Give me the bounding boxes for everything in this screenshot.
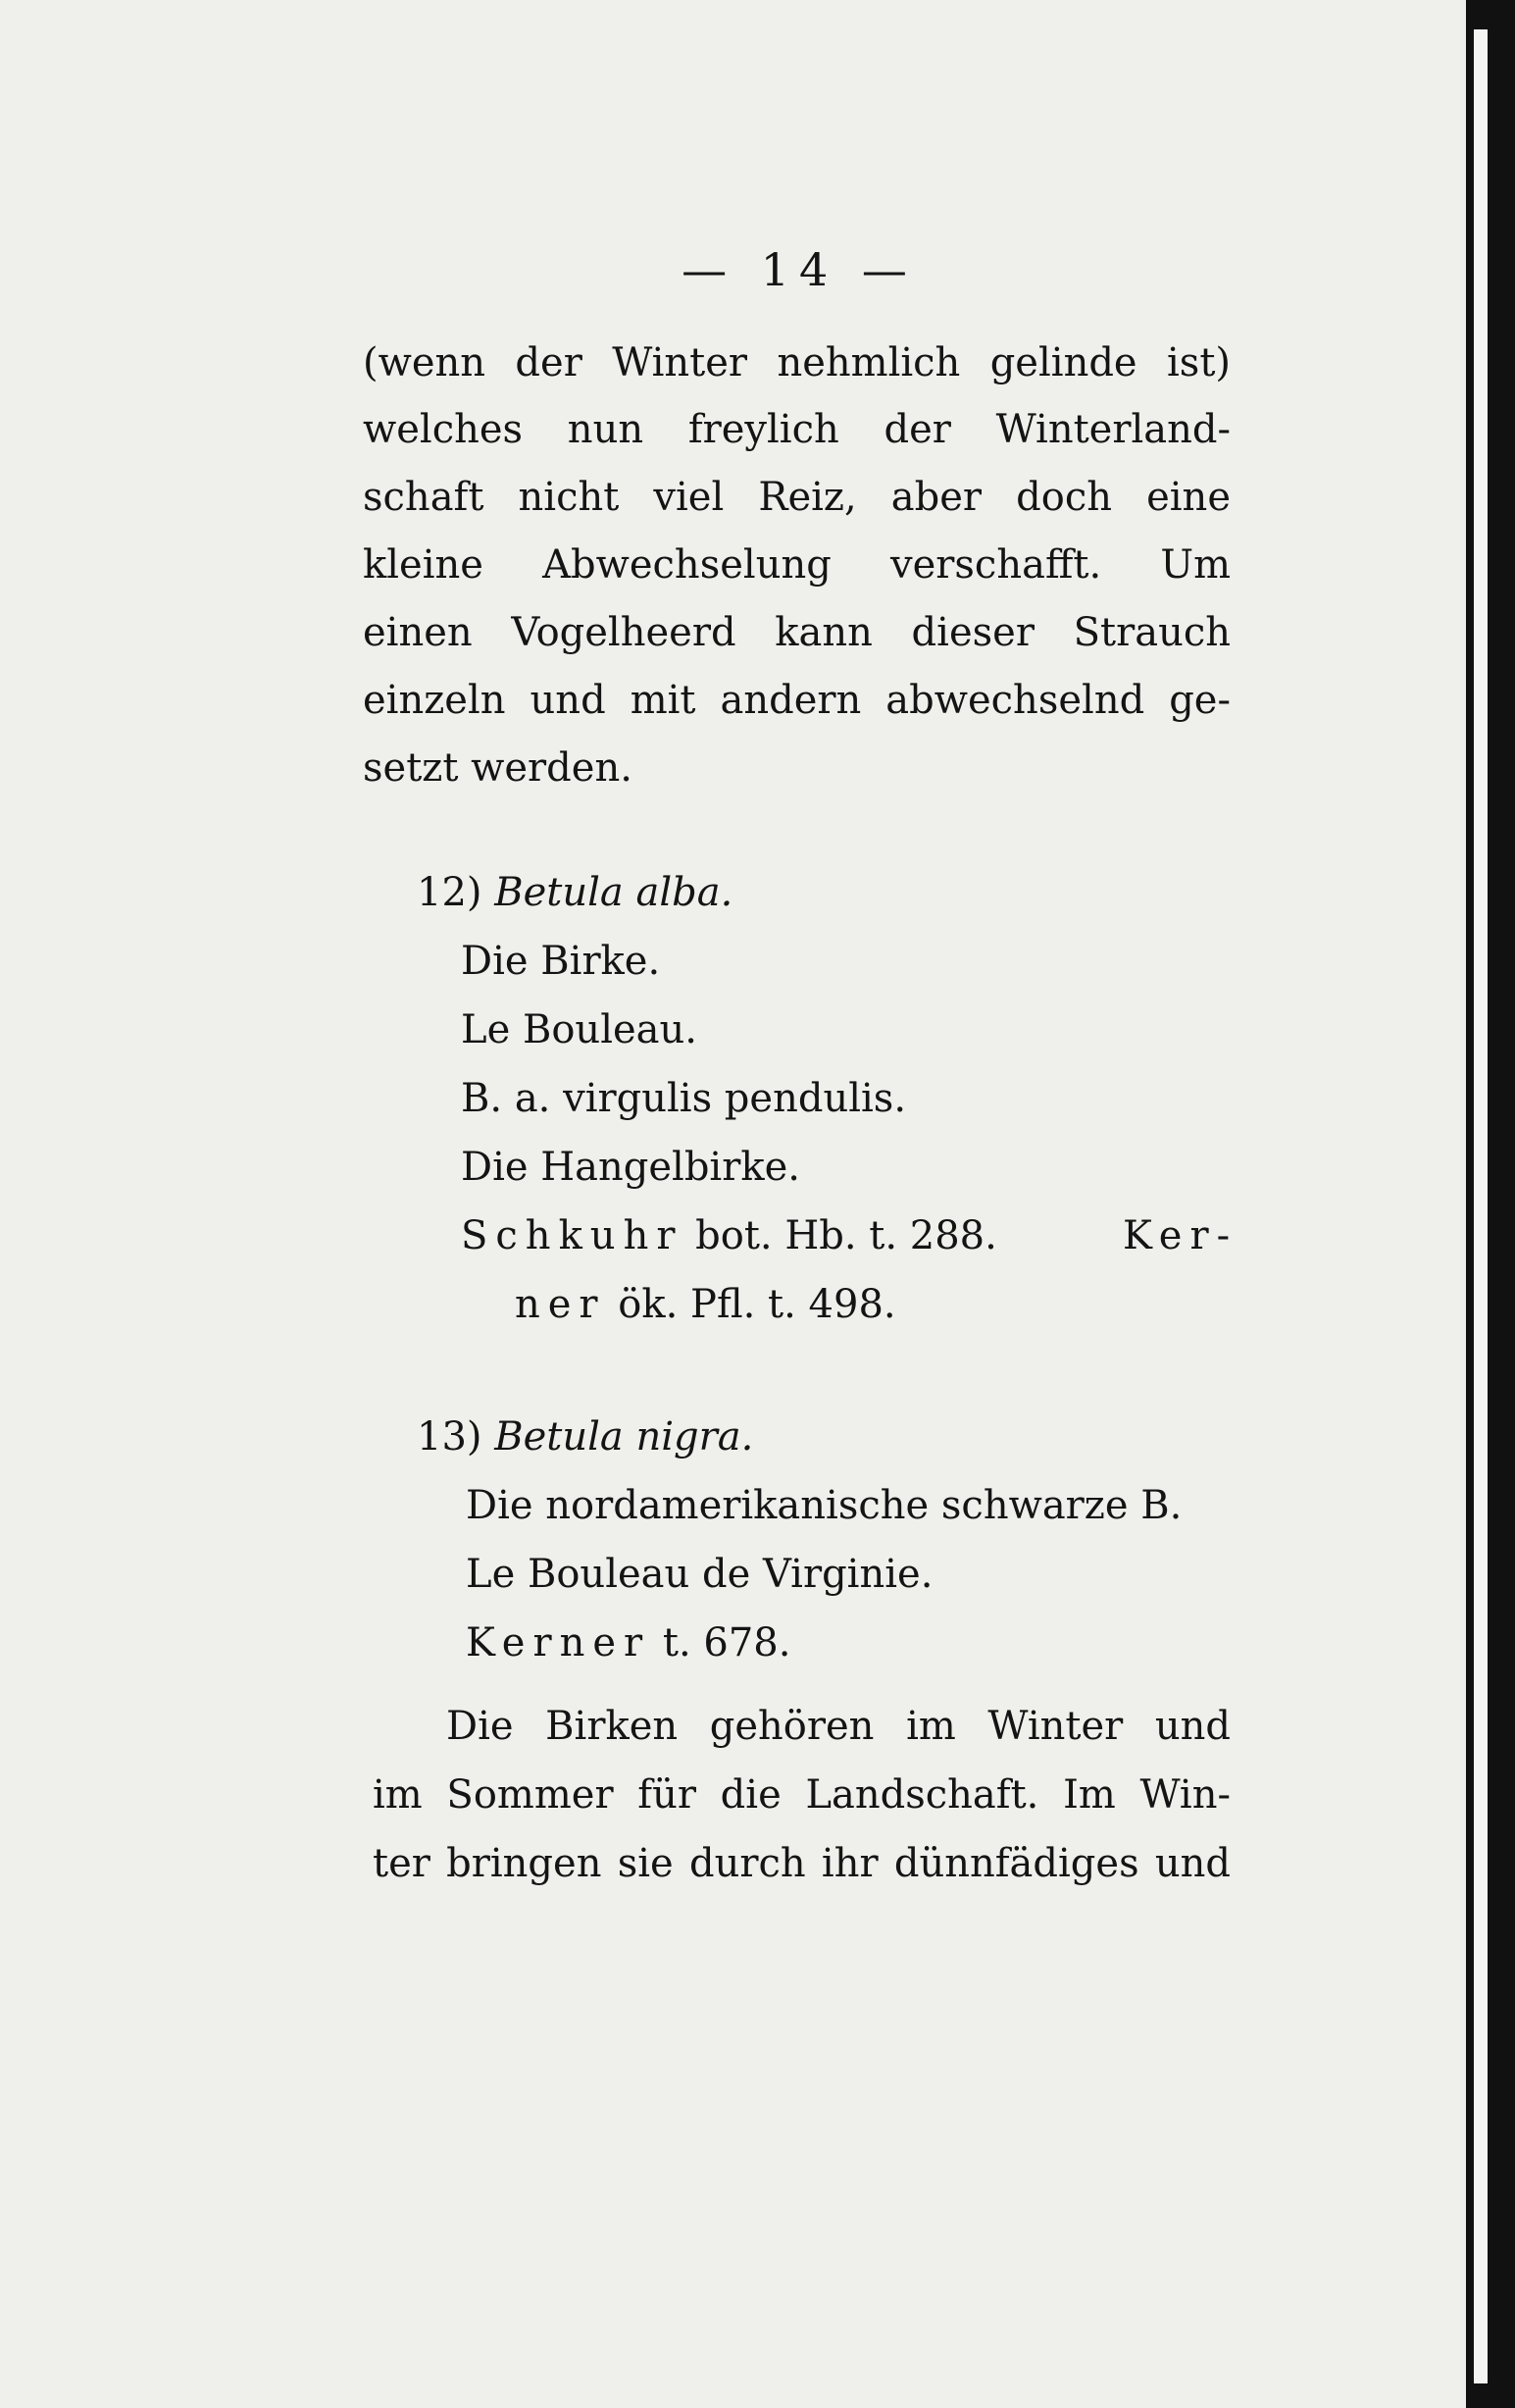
- page-number: — 14 —: [682, 243, 917, 296]
- entry-number: 12): [417, 870, 482, 915]
- reference-line: [466, 1620, 791, 1665]
- text-line: einen Vogelheerd kann dieser Strauch: [363, 610, 1231, 655]
- text-line: (wenn der Winter nehmlich gelinde ist): [363, 340, 1231, 385]
- text-line: setzt werden.: [363, 745, 632, 791]
- reference-text: t. 678.: [662, 1620, 791, 1665]
- next-page-edge: [1474, 29, 1488, 2383]
- entry-number: 13): [417, 1414, 482, 1460]
- text-line: im Sommer für die Landschaft. Im Win-: [373, 1772, 1231, 1818]
- entry-line: Die Birke.: [461, 939, 661, 984]
- text-line: Die Birken gehören im Winter und: [446, 1704, 1231, 1749]
- scan-border: [1466, 0, 1515, 2408]
- author-name: ner: [515, 1282, 606, 1327]
- text-line: welches nun freylich der Winterland-: [363, 407, 1231, 452]
- entry-12-heading: [417, 870, 733, 915]
- author-name: Kerner: [466, 1620, 651, 1665]
- entry-line: Die nordamerikanische schwarze B.: [466, 1483, 1183, 1528]
- entry-13-heading: [417, 1414, 754, 1460]
- author-name: Schkuhr: [461, 1213, 683, 1258]
- text-line: einzeln und mit andern abwechselnd ge-: [363, 678, 1231, 723]
- reference-text: ök. Pfl. t. 498.: [618, 1282, 896, 1327]
- entry-line: Die Hangelbirke.: [461, 1145, 800, 1190]
- entry-line: Le Bouleau.: [461, 1007, 697, 1052]
- entry-line: B. a. virgulis pendulis.: [461, 1076, 907, 1121]
- entry-line: Le Bouleau de Virginie.: [466, 1552, 934, 1597]
- reference-text: bot. Hb. t. 288.: [695, 1213, 997, 1258]
- text-line: schaft nicht viel Reiz, aber doch eine: [363, 475, 1231, 520]
- latin-name: Betula nigra.: [494, 1414, 754, 1460]
- author-name: Ker-: [1123, 1213, 1238, 1258]
- text-line: ter bringen sie durch ihr dünnfädiges und: [373, 1841, 1231, 1886]
- reference-line: [515, 1282, 896, 1327]
- latin-name: Betula alba.: [494, 870, 733, 915]
- reference-line: [461, 1213, 997, 1258]
- text-line: kleine Abwechselung verschafft. Um: [363, 542, 1231, 588]
